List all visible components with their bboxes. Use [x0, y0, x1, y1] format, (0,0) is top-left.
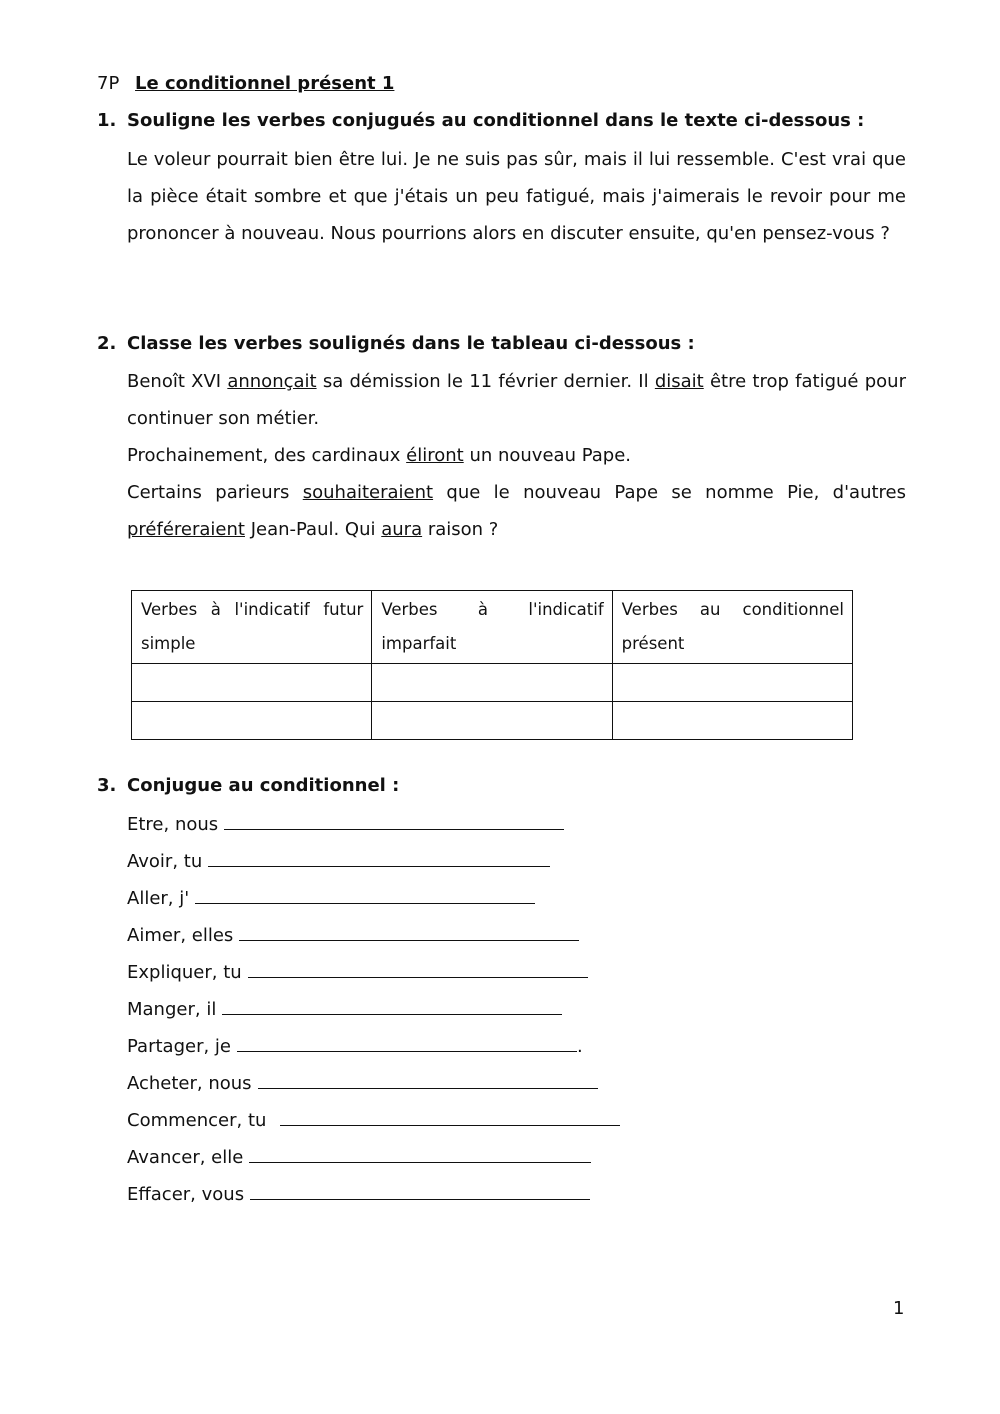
verb-classification-table [131, 590, 853, 740]
line-suffix: . [576, 1036, 583, 1057]
list-item [127, 917, 620, 954]
text-run: Jean-Paul. Qui [244, 519, 382, 540]
paragraph [127, 363, 906, 437]
worksheet-header [97, 73, 394, 94]
answer-blank[interactable] [208, 844, 550, 867]
question-instruction: Souligne les verbes conjugués au conditionnel dans le texte ci-dessous : [127, 110, 865, 131]
table-cell[interactable] [612, 702, 852, 740]
answer-blank[interactable] [222, 992, 562, 1015]
answer-blank[interactable] [239, 918, 579, 941]
paragraph [127, 437, 906, 474]
underlined-verb: disait [654, 371, 704, 392]
underlined-verb: souhaiteraient [302, 482, 434, 503]
underlined-verb: éliront [406, 445, 464, 466]
list-item [127, 806, 620, 843]
underlined-verb: annonçait [227, 371, 317, 392]
list-item [127, 991, 620, 1028]
question-3-heading [97, 775, 399, 796]
text-run: Certains parieurs [127, 482, 303, 503]
question-number: 3. [97, 775, 117, 796]
conjugation-prompt: Aimer, elles [127, 925, 234, 946]
answer-blank[interactable] [258, 1066, 598, 1089]
text-run: que le nouveau Pape se nomme Pie, d'autres [433, 482, 906, 503]
question-1-text [127, 141, 906, 252]
answer-blank[interactable] [250, 1177, 590, 1200]
paragraph [127, 474, 906, 548]
text-run: être trop fatigué pour continuer son métier. [127, 371, 906, 429]
answer-blank[interactable] [248, 955, 588, 978]
question-1-heading [97, 110, 864, 131]
list-item [127, 1028, 620, 1065]
underlined-verb: aura [381, 519, 423, 540]
text-run: raison ? [422, 519, 499, 540]
conjugation-prompt: Commencer, tu [127, 1110, 267, 1131]
conjugation-prompt: Avoir, tu [127, 851, 203, 872]
page-number: 1 [893, 1298, 905, 1319]
table-cell[interactable] [372, 702, 612, 740]
class-code: 7P [97, 73, 120, 94]
list-item [127, 1102, 620, 1139]
question-number: 1. [97, 110, 117, 131]
column-header-imparfait: Verbes à l'indicatif imparfait [372, 591, 612, 664]
question-instruction: Classe les verbes soulignés dans le tableau ci-dessous : [127, 333, 695, 354]
list-item [127, 954, 620, 991]
table-row [132, 664, 853, 702]
column-header-conditionnel: Verbes au conditionnel présent [612, 591, 852, 664]
answer-blank[interactable] [224, 807, 564, 830]
conjugation-prompt: Avancer, elle [127, 1147, 244, 1168]
answer-blank[interactable] [195, 881, 535, 904]
text-run: Prochainement, des cardinaux [127, 445, 407, 466]
list-item [127, 1139, 620, 1176]
text-run: Benoît XVI [127, 371, 228, 392]
question-2-heading [97, 333, 695, 354]
table-cell[interactable] [612, 664, 852, 702]
answer-blank[interactable] [237, 1029, 577, 1052]
conjugation-prompt: Aller, j' [127, 888, 190, 909]
text-run: un nouveau Pape. [463, 445, 631, 466]
question-instruction: Conjugue au conditionnel : [127, 775, 400, 796]
text-run: sa démission le 11 février dernier. Il [316, 371, 655, 392]
list-item [127, 880, 620, 917]
conjugation-prompt: Manger, il [127, 999, 217, 1020]
question-2-text [127, 363, 906, 548]
conjugation-prompt: Partager, je [127, 1036, 231, 1057]
underlined-verb: préféreraient [127, 519, 245, 540]
column-header-futur-simple: Verbes à l'indicatif futur simple [132, 591, 372, 664]
table-row [132, 702, 853, 740]
conjugation-prompt: Effacer, vous [127, 1184, 245, 1205]
list-item [127, 843, 620, 880]
list-item [127, 1065, 620, 1102]
conjugation-list [127, 806, 620, 1213]
conjugation-prompt: Etre, nous [127, 814, 219, 835]
worksheet-title: Le conditionnel présent 1 [135, 73, 395, 94]
table-cell[interactable] [372, 664, 612, 702]
conjugation-prompt: Expliquer, tu [127, 962, 242, 983]
table-cell[interactable] [132, 664, 372, 702]
table-header-row [132, 591, 853, 664]
conjugation-prompt: Acheter, nous [127, 1073, 252, 1094]
question-number: 2. [97, 333, 117, 354]
paragraph: Le voleur pourrait bien être lui. Je ne suis pas sûr, mais il lui ressemble. C'est vrai que la pièce était sombre et que j'étais un peu fatigué, mais j'aimerais le revoir pour me prononcer à nouveau. Nous pourrions alors en discuter ensuite, qu'en pensez-vous ? [127, 149, 906, 244]
list-item [127, 1176, 620, 1213]
answer-blank[interactable] [280, 1103, 620, 1126]
table-cell[interactable] [132, 702, 372, 740]
answer-blank[interactable] [249, 1140, 591, 1163]
